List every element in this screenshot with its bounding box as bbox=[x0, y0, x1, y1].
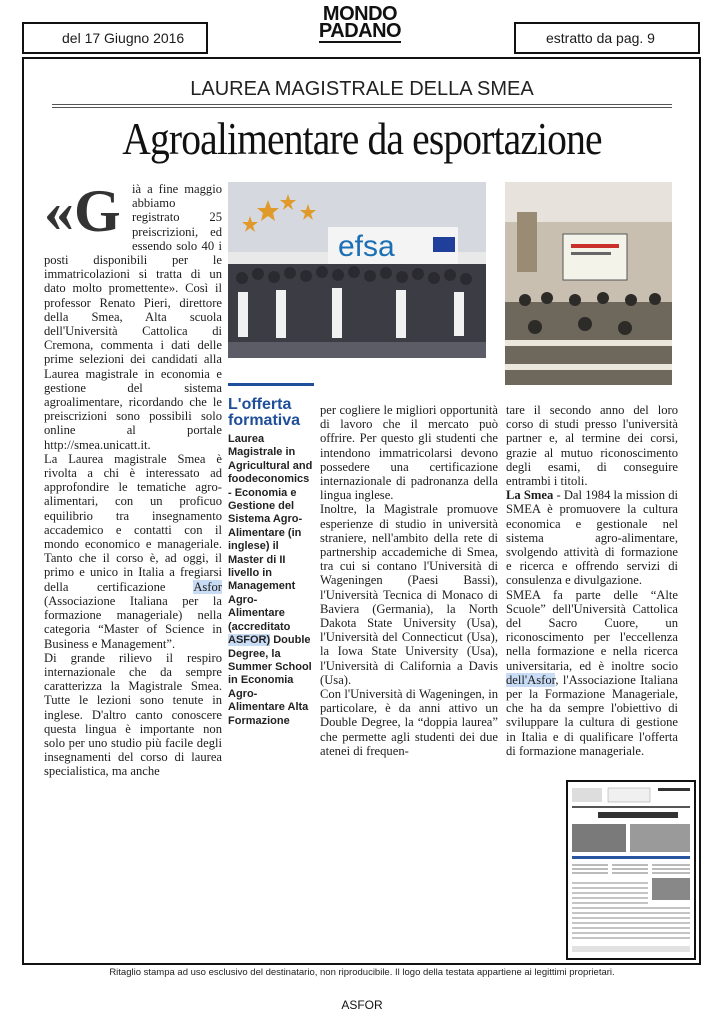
sidebar-title: L'offerta formativa bbox=[228, 396, 301, 429]
article-kicker: LAUREA MAGISTRALE DELLA SMEA bbox=[190, 78, 534, 100]
col4-paragraph-3-tail: , l'Associazione Italiana per la Formazione Manageriale, che ha da sempre l'obiettivo di sviluppare la cultura di gestione in Italia e di qualificare l'offerta di formazione manageriale. bbox=[506, 672, 678, 758]
classroom-photo-image bbox=[505, 182, 672, 385]
col1-paragraph-1: ià a fine maggio abbiamo registrato 25 preiscrizioni, ed essendo solo 40 i posti disponibili per le immatricolazioni si tratta di un dato molto promettente». Così il professor Renato Pieri, direttore della Smea, Alta scuola dell'Università Cattolica di Cremona, commenta i dati delle prime selezioni dei candidati alla Laurea magistrale in economia e gestione del sistema agroalimentare, ricordando che le preiscrizioni sono possibili solo online al portale http://smea.unicatt.it. bbox=[44, 182, 222, 452]
col1-paragraph-2-tail: (Associazione Italiana per la formazione manageriale) nella categoria “Master of Science in Business e Management”. bbox=[44, 593, 222, 651]
clipping-disclaimer: Ritaglio stampa ad uso esclusivo del destinatario, non riproducibile. Il logo della testata appartiene ai legittimi proprietari. bbox=[109, 967, 615, 978]
sidebar-text-tail: Double Degree, la Summer School in Economia Agro-Alimentare Alta Formazione bbox=[228, 634, 312, 727]
kicker-rule-bottom bbox=[52, 107, 672, 108]
col3-paragraph-2: Inoltre, la Magistrale promuove esperienze di studio in università straniere, nell'ambito della rete di partnership accademiche di Smea, tra cui si contano l'Università di Wageningen (Paesi Bassi), l'Università Tecnica di Monaco di Baviera (Germania), la North Dakota State University (Usa), l'Università del Connecticut (Usa), la Iowa State University (Usa), l'Università di California a Davis (Usa). bbox=[320, 502, 498, 687]
article-column-4 bbox=[506, 403, 678, 758]
col3-paragraph-3: Con l'Università di Wageningen, in particolare, è da anni attivo un Double Degree, la “doppia laurea” che permette agli studenti dei due atenei di frequen- bbox=[320, 687, 498, 758]
page-reference: estratto da pag. 9 bbox=[514, 22, 700, 54]
sidebar-text-main: Laurea Magistrale in Agricultural and foodeconomics - Economia e Gestione del Sistema Agro-Alimentare (in inglese) il Master di II livello in Management Agro-Alimentare (accreditato bbox=[228, 433, 313, 633]
page-thumbnail-image bbox=[568, 782, 694, 958]
col4-asfor-highlight: dell'Asfor bbox=[506, 672, 556, 687]
drop-cap: «G bbox=[44, 178, 121, 244]
efsa-sign: efsa bbox=[338, 230, 395, 263]
col4-bold-lead: La Smea bbox=[506, 488, 554, 503]
col1-paragraph-2 bbox=[44, 452, 222, 651]
sidebar-box bbox=[228, 383, 314, 727]
sidebar-rule bbox=[228, 383, 314, 386]
clipping-date: del 17 Giugno 2016 bbox=[22, 22, 208, 54]
col4-paragraph-3 bbox=[506, 588, 678, 758]
article-headline: Agroalimentare da esportazione bbox=[122, 113, 602, 164]
sidebar-text bbox=[228, 433, 314, 728]
col4-paragraph-3-text: SMEA fa parte delle “Alte Scuole” dell'Università Cattolica del Sacro Cuore, un riconoscimento per l'eccellenza nella formazione e nella ricerca universitaria, ed è inoltre socio bbox=[506, 587, 678, 673]
sidebar-asfor-highlight: ASFOR) bbox=[228, 634, 271, 647]
logo-line-1: MONDO bbox=[322, 3, 398, 25]
col4-paragraph-1: tare il secondo anno del loro corso di studi presso l'università partner e, al termine dei corsi, grazie al mutuo riconoscimento degli esami, di conseguire entrambi i titoli. bbox=[506, 403, 678, 489]
col1-paragraph-2-text: La Laurea magistrale Smea è rivolta a chi è interessato ad approfondire le tematiche agro-alimentari, con un proficuo equilibrio tra insegnamento accademico e contatti con il mondo economico e manageriale. Tanto che il corso è, ad oggi, il primo e unico in Italia a fregiarsi della certificazione bbox=[44, 451, 222, 594]
col4-paragraph-2-text: - Dal 1984 la mission di SMEA è promuovere la cultura economica e gestionale nel sistema agro-alimentare, svolgendo attività di formazione e ricerca e offrendo servizi di consulenza e divulgazione. bbox=[506, 488, 678, 588]
col4-paragraph-2 bbox=[506, 488, 678, 587]
clipping-source: ASFOR bbox=[341, 998, 383, 1012]
col1-paragraph-3: Di grande rilievo il respiro internazionale che da sempre caratterizza la Magistrale Smea. Tutte le lezioni sono tenute in inglese. D'altro canto conoscere questa lingua è importante non solo per uno studio più facile degli insegnamenti del corso di laurea specialistica, ma anche bbox=[44, 650, 222, 779]
newspaper-logo bbox=[300, 3, 420, 43]
page-thumbnail bbox=[566, 780, 696, 960]
group-photo bbox=[228, 182, 486, 358]
classroom-photo bbox=[505, 182, 672, 385]
group-photo-image bbox=[228, 182, 486, 358]
article-column-3 bbox=[320, 403, 498, 758]
asfor-highlight: Asfor bbox=[193, 579, 222, 594]
col3-paragraph-1: per cogliere le migliori opportunità di lavoro che il mercato può offrire. Per questo gli studenti che intendono immatricolarsi devono possedere una certificazione internazionale di padronanza della lingua inglese. bbox=[320, 403, 498, 503]
kicker-rule-top bbox=[52, 104, 672, 105]
article-column-1 bbox=[44, 178, 222, 779]
logo-line-2: PADANO bbox=[318, 20, 402, 42]
